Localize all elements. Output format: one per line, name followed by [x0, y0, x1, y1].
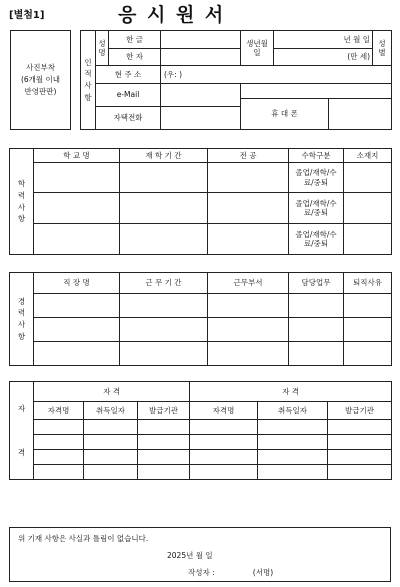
birth-label-line: 생년월	[246, 38, 268, 48]
table-row	[10, 318, 392, 342]
gender-label	[373, 31, 392, 66]
email-label: e-Mail	[96, 84, 161, 107]
cert-field[interactable]	[34, 420, 84, 435]
name-label	[96, 31, 109, 66]
leave-reason-field[interactable]	[344, 294, 392, 318]
col-header-issuer: 발급기관	[138, 402, 190, 420]
birth-date-field[interactable]: 년 월 일	[274, 31, 373, 49]
major-field[interactable]	[208, 193, 289, 224]
cert-field[interactable]	[84, 450, 138, 465]
personal-info-table	[80, 30, 392, 130]
name-label-char: 성	[98, 38, 106, 48]
certificate-group-right: 자 격	[190, 382, 392, 402]
school-field[interactable]	[34, 163, 120, 193]
email-blank	[241, 84, 392, 99]
school-field[interactable]	[34, 224, 120, 255]
table-row	[10, 224, 392, 255]
photo-label-line2: (6개월 이내	[20, 75, 61, 84]
company-field[interactable]	[34, 318, 120, 342]
attachment-tag: [별첨1]	[9, 10, 45, 21]
cert-field[interactable]	[258, 450, 328, 465]
major-field[interactable]	[208, 163, 289, 193]
status-option-line: 료/중퇴	[303, 239, 329, 248]
hanja-label: 한 자	[109, 48, 161, 66]
photo-label-line3: 반영판판)	[24, 87, 57, 96]
career-section-char: 사	[17, 320, 26, 329]
col-header-company: 직 장 명	[34, 273, 120, 294]
education-section-label	[10, 149, 34, 255]
cert-field[interactable]	[138, 450, 190, 465]
period-field[interactable]	[120, 193, 208, 224]
status-option-line: 료/중퇴	[303, 177, 329, 187]
education-section-char: 항	[17, 214, 26, 224]
table-row	[10, 342, 392, 366]
address-label: 현 주 소	[96, 66, 161, 84]
work-period-field[interactable]	[120, 294, 208, 318]
cert-field[interactable]	[328, 465, 392, 480]
col-header-acquired-date: 취득일자	[258, 402, 328, 420]
hangul-label: 한 글	[109, 31, 161, 49]
duties-field[interactable]	[289, 294, 344, 318]
certificate-section-char: 자	[17, 403, 26, 413]
company-field[interactable]	[34, 294, 120, 318]
leave-reason-field[interactable]	[344, 318, 392, 342]
cert-field[interactable]	[190, 435, 258, 450]
personal-section-char: 항	[84, 92, 92, 102]
education-section-char: 사	[17, 202, 26, 212]
table-row	[10, 420, 392, 435]
location-field[interactable]	[344, 224, 392, 255]
photo-label-line1: 사진부착	[26, 63, 55, 72]
period-field[interactable]	[120, 163, 208, 193]
career-table	[9, 272, 392, 366]
status-option-line: 졸업/재학/수	[295, 198, 337, 208]
hangul-name-field[interactable]	[161, 31, 241, 49]
col-header-cert-name: 자격명	[190, 402, 258, 420]
cert-field[interactable]	[328, 420, 392, 435]
table-row	[10, 193, 392, 224]
career-section-label	[10, 273, 34, 366]
education-section-char: 력	[17, 190, 26, 200]
col-header-acquired-date: 취득일자	[84, 402, 138, 420]
email-field[interactable]	[161, 84, 241, 107]
cert-field[interactable]	[138, 435, 190, 450]
personal-section-label	[81, 31, 96, 130]
cert-field[interactable]	[190, 450, 258, 465]
education-table	[9, 148, 392, 255]
career-section-char: 력	[17, 308, 26, 318]
col-header-work-period: 근 무 기 간	[120, 273, 208, 294]
duties-field[interactable]	[289, 342, 344, 366]
certificate-section-label	[10, 382, 34, 480]
personal-section-char: 적	[84, 69, 92, 79]
col-header-cert-name: 자격명	[34, 402, 84, 420]
declaration-statement: 위 기재 사항은 사실과 틀림이 없습니다.	[18, 534, 149, 543]
status-options[interactable]	[289, 193, 344, 224]
personal-section-char: 사	[84, 81, 92, 90]
col-header-leave-reason: 퇴직사유	[344, 273, 392, 294]
col-header-status: 수학구분	[289, 149, 344, 163]
cert-field[interactable]	[258, 435, 328, 450]
table-row	[10, 294, 392, 318]
form-title: 응 시 원 서	[118, 4, 226, 26]
cert-field[interactable]	[258, 465, 328, 480]
certificate-table	[9, 381, 392, 480]
status-option-line: 졸업/재학/수	[295, 168, 337, 178]
status-option-line: 졸업/재학/수	[295, 229, 337, 239]
cert-field[interactable]	[328, 435, 392, 450]
table-row	[10, 435, 392, 450]
table-row	[10, 450, 392, 465]
department-field[interactable]	[208, 342, 289, 366]
address-field[interactable]: (우: )	[161, 66, 392, 84]
school-field[interactable]	[34, 193, 120, 224]
company-field[interactable]	[34, 342, 120, 366]
certificate-group-left: 자 격	[34, 382, 190, 402]
col-header-department: 근무부서	[208, 273, 289, 294]
work-period-field[interactable]	[120, 318, 208, 342]
cert-field[interactable]	[34, 465, 84, 480]
table-row	[10, 163, 392, 193]
cert-field[interactable]	[138, 420, 190, 435]
department-field[interactable]	[208, 294, 289, 318]
cert-field[interactable]	[84, 435, 138, 450]
home-phone-label: 자택전화	[96, 107, 161, 130]
col-header-school: 학 교 명	[34, 149, 120, 163]
hanja-name-field[interactable]	[161, 48, 241, 66]
photo-box	[10, 30, 71, 130]
name-label-char: 명	[98, 48, 106, 58]
cert-field[interactable]	[328, 450, 392, 465]
cert-field[interactable]	[84, 465, 138, 480]
home-phone-field[interactable]	[161, 107, 241, 130]
cert-field[interactable]	[190, 465, 258, 480]
gender-label-char: 성	[378, 38, 386, 48]
birth-label	[241, 31, 274, 66]
birth-label-line: 일	[253, 48, 261, 58]
period-field[interactable]	[120, 224, 208, 255]
location-field[interactable]	[344, 193, 392, 224]
col-header-location: 소재지	[344, 149, 392, 163]
col-header-issuer: 발급기관	[328, 402, 392, 420]
age-field[interactable]: (만 세)	[274, 48, 373, 66]
declaration-date: 2025년 월 일	[167, 551, 213, 560]
personal-section-char: 인	[84, 57, 92, 67]
major-field[interactable]	[208, 224, 289, 255]
certificate-section-char: 격	[17, 447, 26, 457]
cert-field[interactable]	[84, 420, 138, 435]
cert-field[interactable]	[34, 435, 84, 450]
declaration-box	[9, 527, 391, 582]
cert-field[interactable]	[258, 420, 328, 435]
duties-field[interactable]	[289, 318, 344, 342]
leave-reason-field[interactable]	[344, 342, 392, 366]
status-options[interactable]	[289, 224, 344, 255]
table-row	[10, 465, 392, 480]
signature-line[interactable]: 작성자 : (서명)	[188, 568, 274, 577]
location-field[interactable]	[344, 163, 392, 193]
work-period-field[interactable]	[120, 342, 208, 366]
career-section-char: 경	[17, 296, 26, 306]
col-header-major: 전 공	[208, 149, 289, 163]
mobile-field[interactable]	[329, 98, 392, 129]
cert-field[interactable]	[34, 450, 84, 465]
cert-field[interactable]	[190, 420, 258, 435]
col-header-duties: 담당업무	[289, 273, 344, 294]
status-option-line: 료/중퇴	[303, 208, 329, 217]
col-header-period: 재 학 기 간	[120, 149, 208, 163]
education-section-char: 학	[17, 179, 26, 189]
mobile-label: 휴 대 폰	[241, 98, 329, 129]
career-section-char: 항	[17, 331, 26, 341]
status-options[interactable]	[289, 163, 344, 193]
gender-label-char: 별	[378, 48, 386, 58]
department-field[interactable]	[208, 318, 289, 342]
cert-field[interactable]	[138, 465, 190, 480]
